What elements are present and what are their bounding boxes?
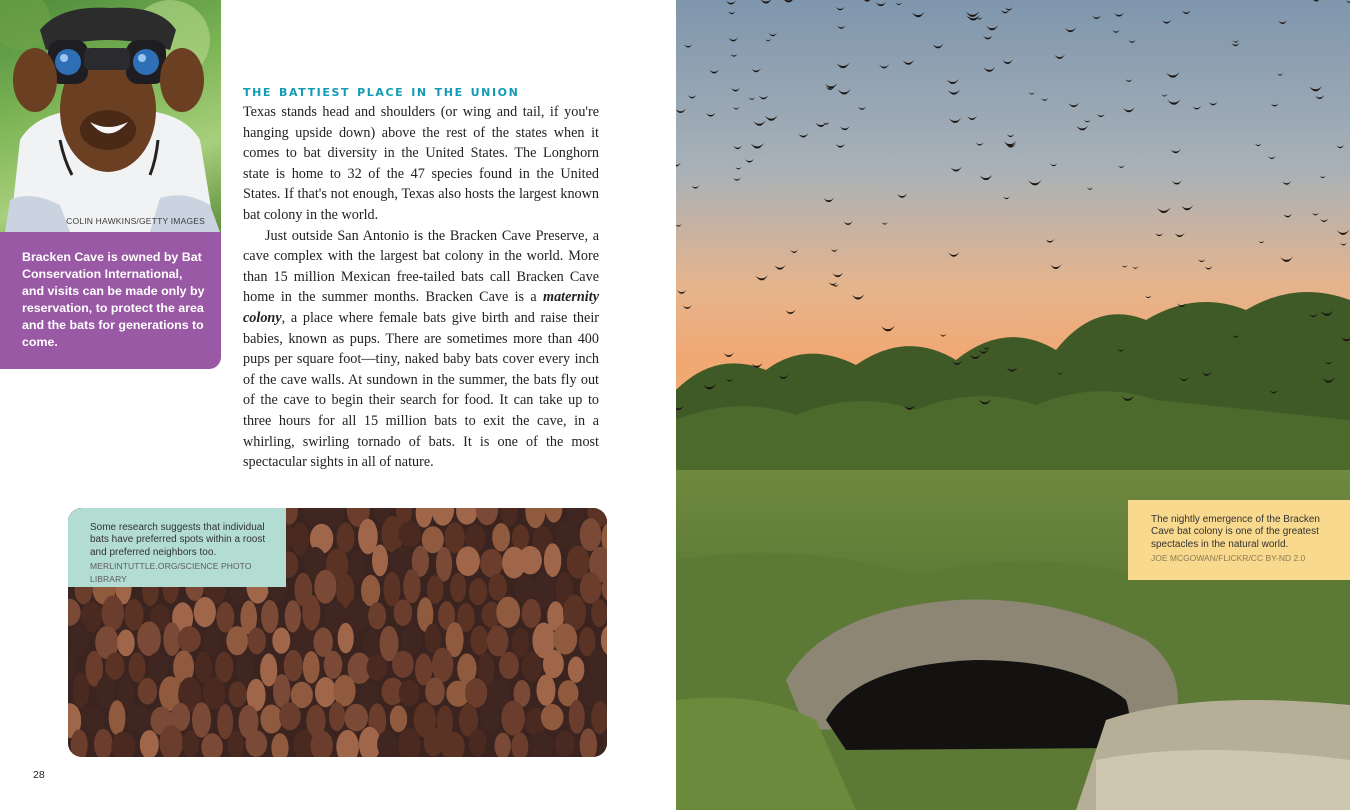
roosting-bat — [226, 626, 248, 655]
roosting-bat — [314, 570, 336, 604]
roosting-bat — [445, 522, 465, 553]
roosting-bat — [394, 599, 412, 626]
roosting-bat — [291, 523, 309, 556]
roosting-bat — [338, 623, 354, 653]
roosting-bat — [403, 569, 420, 603]
roosting-bat — [125, 599, 144, 631]
roosting-bat — [580, 572, 602, 604]
roosting-bat — [216, 602, 234, 633]
roosting-bat — [329, 702, 345, 731]
roosting-bat — [362, 630, 379, 656]
roosting-bat — [105, 653, 124, 680]
roosting-bat — [279, 702, 301, 730]
roosting-bat — [492, 523, 510, 551]
roosting-bat — [129, 653, 146, 683]
roosting-bat — [272, 628, 290, 654]
roosting-bat — [194, 597, 216, 627]
roosting-bat — [384, 572, 401, 607]
roosting-bat — [178, 626, 201, 652]
roosting-bat — [344, 704, 368, 732]
roosting-bat — [519, 546, 542, 574]
roosting-bat — [399, 680, 420, 707]
roosting-bat — [138, 678, 157, 705]
roosting-bat — [81, 706, 105, 733]
roosting-bat — [399, 521, 421, 547]
roosting-bat — [285, 600, 301, 632]
roosting-bat — [569, 700, 585, 734]
roosting-bat — [424, 728, 444, 757]
roosting-bat — [137, 621, 161, 656]
roosting-bat — [512, 628, 529, 658]
roosting-bat — [553, 624, 577, 655]
roosting-bat — [522, 652, 542, 681]
roosting-bat — [568, 657, 585, 683]
roosting-bat — [367, 654, 388, 680]
roosting-bat — [522, 599, 541, 628]
roosting-bat — [488, 574, 507, 601]
roosting-bat — [401, 624, 422, 655]
roosting-bat — [203, 627, 221, 655]
roosting-bat — [450, 573, 466, 602]
page-number: 28 — [33, 769, 45, 781]
roosting-bat — [315, 677, 336, 707]
roosting-bat — [229, 681, 247, 707]
caption-nightly-emergence-text: The nightly emergence of the Bracken Cave bat colony is one of the greatest spectacles in the natural world. — [1151, 514, 1320, 550]
roosting-bat — [471, 626, 489, 655]
paragraph-texas-bat-diversity: Texas stands head and shoulders (or wing and tail, if you're hanging upside down) above the rest of the states when it comes to bat diversity in the United States. The Longhorn state is home to 32 of the 47 species found in the United States. If that's not enough, Texas also hosts the largest known bat colony in the world. — [243, 104, 599, 223]
roosting-bat — [302, 595, 320, 631]
section-heading: the battiest place in the union — [243, 82, 520, 100]
paragraph-2-end: , a place where female bats give birth and raise their babies, known as pups. There are sometimes more than 400 pups per square foot—tiny, naked baby bats cover every inch of the cave walls. At sundown in the summer, the bats fly out of the cave to begin their search for food. It can take up to three hours for all 15 million bats to exit the cave, in a whirling, swirling tornado of bats. It is one of the most spectacular sights in all of nature. — [243, 309, 599, 471]
body-text — [243, 102, 599, 473]
caption-preferred-spots-text: Some research suggests that individual bats have preferred spots within a roost and preferred neighbors too. — [90, 522, 266, 558]
roosting-bat — [469, 729, 486, 757]
roosting-bat — [261, 600, 278, 633]
roosting-bat — [248, 628, 266, 655]
roosting-bat — [377, 731, 397, 757]
roosting-bat — [284, 650, 303, 681]
photo-credit-kid: COLIN HAWKINS/GETTY IMAGES — [66, 216, 205, 226]
roosting-bat — [337, 523, 355, 553]
roosting-bat — [372, 545, 388, 577]
photo-bracken-cave-emergence — [676, 0, 1350, 810]
paragraph-2-start: Just outside San Antonio is the Bracken Cave Preserve, a cave complex with the largest bat colony in the world. More than 15 million Mexican free-tailed bats call Bracken Cave home in the summer months. Bracken Cave is a — [243, 227, 599, 306]
roosting-bat — [333, 675, 355, 707]
roosting-bat — [109, 700, 126, 735]
roosting-bat — [392, 651, 414, 678]
roosting-bat — [543, 650, 564, 678]
roosting-bat — [555, 731, 574, 757]
roosting-bat — [469, 578, 487, 605]
roosting-bat — [514, 575, 534, 603]
roosting-bat — [480, 702, 499, 733]
photo-roosting-bats — [68, 508, 607, 757]
roosting-bat — [303, 651, 320, 683]
roosting-bat — [71, 621, 89, 656]
roosting-bat — [117, 630, 135, 657]
roosting-bat — [544, 543, 561, 577]
roosting-bat — [456, 546, 480, 576]
roosting-bat — [496, 597, 520, 628]
roosting-bat — [425, 624, 441, 654]
roosting-bat — [501, 701, 525, 736]
roosting-bat — [148, 652, 169, 681]
roosting-bat — [349, 551, 365, 582]
roosting-bat — [127, 705, 149, 733]
roosting-bat — [390, 705, 407, 732]
roosting-bat — [425, 678, 445, 706]
photo-credit-roost: MERLINTUTTLE.ORG/SCIENCE PHOTO LIBRARY — [90, 561, 252, 584]
roosting-bat — [541, 704, 564, 730]
caption-nightly-emergence — [1128, 500, 1350, 580]
roosting-bat — [260, 705, 282, 734]
roosting-bat — [324, 651, 343, 679]
roosting-bat — [537, 675, 556, 706]
roosting-bat — [236, 653, 253, 685]
roosting-bat — [203, 677, 225, 710]
kid-binoculars-illustration — [0, 0, 221, 232]
term-maternity-colony: maternity colony — [243, 289, 599, 326]
roosting-bat — [246, 730, 268, 757]
roosting-bat — [480, 549, 503, 578]
roosting-bat — [102, 595, 124, 630]
roosting-bat — [427, 575, 444, 604]
roosting-bat — [195, 652, 212, 682]
roosting-bat — [591, 599, 607, 627]
roosting-bat — [182, 731, 199, 757]
roosting-bat — [192, 702, 211, 737]
caption-bracken-cave-ownership: Bracken Cave is owned by Bat Conservation International, and visits can be made only by reservation, to protect the area and the bats for generations to come. — [0, 232, 221, 369]
roosting-bat — [499, 652, 519, 679]
roosting-bat — [368, 602, 386, 629]
paragraph-bracken-cave — [243, 226, 599, 473]
roosting-bat — [465, 678, 487, 707]
caption-preferred-spots — [68, 508, 286, 587]
photo-kid-with-binoculars — [0, 0, 221, 232]
photo-credit-cave: JOE MCGOWAN/FLICKR/CC BY-ND 2.0 — [1151, 553, 1306, 564]
roosting-bat — [73, 673, 90, 709]
roosting-bat — [432, 648, 454, 682]
roosting-bat — [580, 518, 602, 551]
roosting-bat — [487, 625, 508, 656]
right-page — [676, 0, 1350, 810]
